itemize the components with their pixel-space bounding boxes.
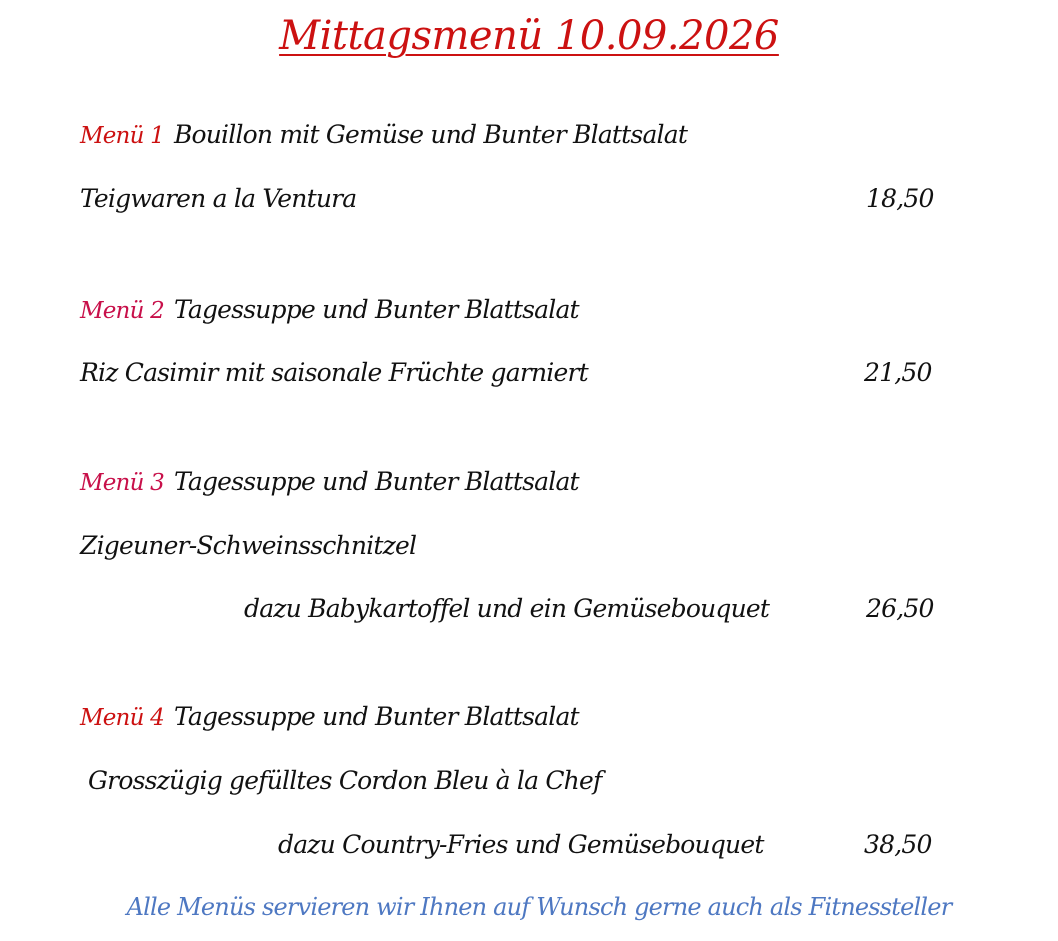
- menu-1-starter: Bouillon mit Gemüse und Bunter Blattsalat: [173, 120, 688, 149]
- menu-2-label: Menü 2: [80, 298, 164, 324]
- footer-note: Alle Menüs servieren wir Ihnen auf Wunsch gerne auch als Fitnessteller: [126, 893, 952, 921]
- page-title: Mittagsmenü 10.09.2026: [279, 13, 779, 59]
- menu-3-side: dazu Babykartoffel und ein Gemüsebouquet: [244, 594, 770, 623]
- menu-4-side: dazu Country-Fries und Gemüsebouquet: [278, 830, 764, 859]
- menu-4-price: 38,50: [864, 830, 932, 859]
- menu-2-price: 21,50: [864, 358, 932, 387]
- menu-4-header: [80, 700, 579, 735]
- menu-4-main: Grosszügig gefülltes Cordon Bleu à la Chef: [88, 766, 602, 795]
- menu-4-label: Menü 4: [80, 705, 164, 731]
- menu-3-price: 26,50: [866, 594, 934, 623]
- menu-1-price: 18,50: [866, 184, 934, 213]
- menu-1-header: [80, 118, 687, 153]
- menu-3-starter: Tagessuppe und Bunter Blattsalat: [173, 467, 579, 496]
- menu-3-label: Menü 3: [80, 470, 164, 496]
- menu-2-starter: Tagessuppe und Bunter Blattsalat: [173, 295, 579, 324]
- menu-1-label: Menü 1: [80, 123, 164, 149]
- menu-3-header: [80, 465, 579, 500]
- menu-4-starter: Tagessuppe und Bunter Blattsalat: [173, 702, 579, 731]
- menu-2-main: Riz Casimir mit saisonale Früchte garniert: [80, 358, 588, 387]
- menu-2-header: [80, 293, 579, 328]
- menu-3-main: Zigeuner-Schweinsschnitzel: [80, 531, 417, 560]
- menu-1-main: Teigwaren a la Ventura: [80, 184, 357, 213]
